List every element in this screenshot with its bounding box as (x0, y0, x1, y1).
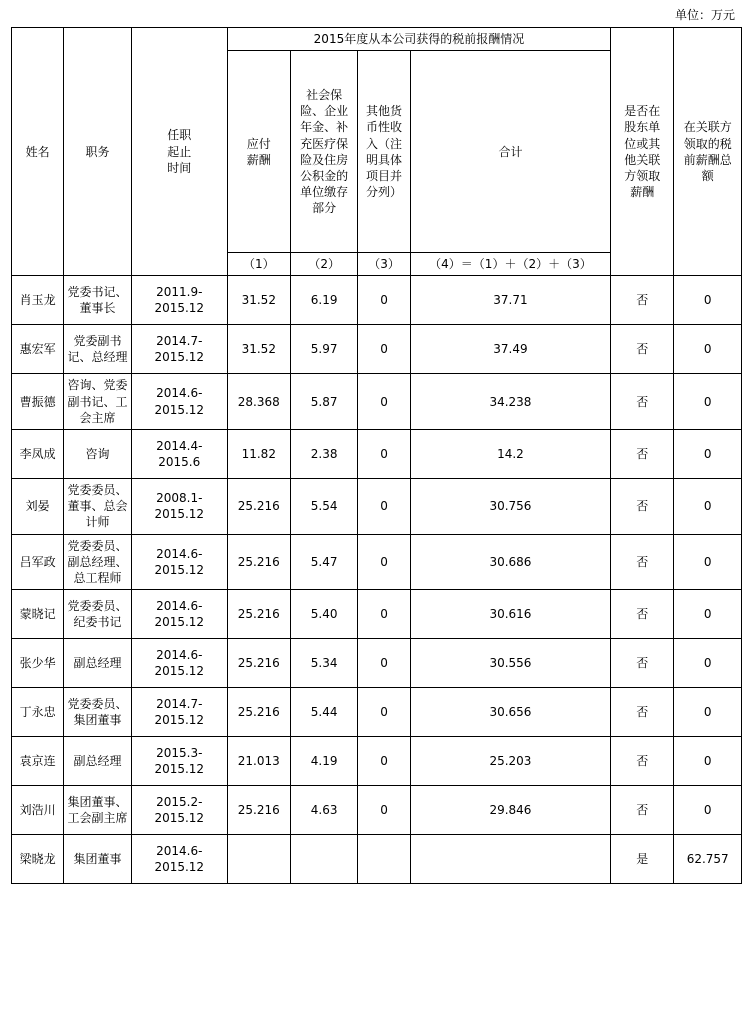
cell-total: 30.556 (410, 639, 611, 688)
cell-shareholder-pay: 否 (611, 478, 674, 534)
cell-name: 肖玉龙 (12, 276, 64, 325)
table-row (12, 276, 742, 325)
table-row (12, 835, 742, 884)
header-col1: 应付 薪酬 (227, 51, 290, 253)
cell-shareholder-pay: 否 (611, 737, 674, 786)
table-row (12, 534, 742, 590)
cell-total: 14.2 (410, 429, 611, 478)
cell-social-insurance: 5.54 (290, 478, 358, 534)
cell-payable-salary: 21.013 (227, 737, 290, 786)
cell-total: 25.203 (410, 737, 611, 786)
cell-post: 集团董事 (64, 835, 132, 884)
compensation-table (11, 27, 742, 884)
cell-shareholder-pay: 是 (611, 835, 674, 884)
cell-payable-salary: 31.52 (227, 276, 290, 325)
cell-term: 2014.6- 2015.12 (131, 534, 227, 590)
header-num-4: （4）＝（1）＋（2）＋（3） (410, 253, 611, 276)
cell-other-income: 0 (358, 737, 410, 786)
cell-social-insurance: 2.38 (290, 429, 358, 478)
cell-name: 梁晓龙 (12, 835, 64, 884)
header-col2: 社会保 险、企业 年金、补 充医疗保 险及住房 公积金的 单位缴存 部分 (290, 51, 358, 253)
cell-payable-salary: 28.368 (227, 374, 290, 430)
cell-name: 吕军政 (12, 534, 64, 590)
unit-note: 单位：万元 (674, 8, 735, 22)
header-shareholder-pay: 是否在 股东单 位或其 他关联 方领取 薪酬 (611, 28, 674, 276)
header-num-3: （3） (358, 253, 410, 276)
cell-post: 集团董事、工会副主席 (64, 786, 132, 835)
cell-post: 党委书记、董事长 (64, 276, 132, 325)
cell-total: 34.238 (410, 374, 611, 430)
cell-name: 曹振德 (12, 374, 64, 430)
cell-post: 副总经理 (64, 737, 132, 786)
cell-total (410, 835, 611, 884)
cell-term: 2015.3- 2015.12 (131, 737, 227, 786)
cell-payable-salary: 25.216 (227, 639, 290, 688)
cell-social-insurance: 5.87 (290, 374, 358, 430)
table-row (12, 639, 742, 688)
cell-total: 30.616 (410, 590, 611, 639)
cell-name: 刘晏 (12, 478, 64, 534)
cell-post: 党委委员、副总经理、总工程师 (64, 534, 132, 590)
cell-related-total: 0 (674, 478, 742, 534)
cell-other-income: 0 (358, 639, 410, 688)
cell-shareholder-pay: 否 (611, 429, 674, 478)
header-num-2: （2） (290, 253, 358, 276)
cell-post: 副总经理 (64, 639, 132, 688)
cell-social-insurance: 4.19 (290, 737, 358, 786)
cell-term: 2014.4- 2015.6 (131, 429, 227, 478)
cell-total: 37.71 (410, 276, 611, 325)
header-term: 任职 起止 时间 (131, 28, 227, 276)
cell-other-income: 0 (358, 429, 410, 478)
cell-shareholder-pay: 否 (611, 374, 674, 430)
cell-shareholder-pay: 否 (611, 786, 674, 835)
cell-post: 党委委员、纪委书记 (64, 590, 132, 639)
cell-other-income: 0 (358, 325, 410, 374)
cell-name: 李凤成 (12, 429, 64, 478)
header-group-2015: 2015年度从本公司获得的税前报酬情况 (227, 28, 611, 51)
cell-total: 30.656 (410, 688, 611, 737)
cell-name: 刘浩川 (12, 786, 64, 835)
table-row (12, 688, 742, 737)
cell-post: 党委副书记、总经理 (64, 325, 132, 374)
cell-payable-salary: 31.52 (227, 325, 290, 374)
cell-other-income (358, 835, 410, 884)
cell-name: 丁永忠 (12, 688, 64, 737)
cell-related-total: 0 (674, 374, 742, 430)
cell-other-income: 0 (358, 276, 410, 325)
cell-social-insurance: 5.47 (290, 534, 358, 590)
cell-post: 咨询、党委副书记、工会主席 (64, 374, 132, 430)
cell-related-total: 0 (674, 786, 742, 835)
cell-name: 张少华 (12, 639, 64, 688)
cell-term: 2014.6- 2015.12 (131, 374, 227, 430)
cell-payable-salary: 25.216 (227, 786, 290, 835)
cell-related-total: 0 (674, 534, 742, 590)
cell-term: 2014.6- 2015.12 (131, 835, 227, 884)
cell-other-income: 0 (358, 688, 410, 737)
table-row (12, 590, 742, 639)
header-num-1: （1） (227, 253, 290, 276)
header-related-total: 在关联方 领取的税 前薪酬总 额 (674, 28, 742, 276)
cell-related-total: 0 (674, 639, 742, 688)
cell-term: 2008.1- 2015.12 (131, 478, 227, 534)
cell-related-total: 0 (674, 429, 742, 478)
cell-term: 2014.6- 2015.12 (131, 639, 227, 688)
cell-related-total: 0 (674, 737, 742, 786)
cell-payable-salary: 25.216 (227, 534, 290, 590)
table-row (12, 374, 742, 430)
cell-related-total: 0 (674, 325, 742, 374)
header-col4: 合计 (410, 51, 611, 253)
cell-other-income: 0 (358, 478, 410, 534)
cell-total: 29.846 (410, 786, 611, 835)
cell-social-insurance: 5.44 (290, 688, 358, 737)
header-post: 职务 (64, 28, 132, 276)
table-row (12, 325, 742, 374)
header-name: 姓名 (12, 28, 64, 276)
cell-total: 30.756 (410, 478, 611, 534)
cell-social-insurance: 4.63 (290, 786, 358, 835)
cell-shareholder-pay: 否 (611, 590, 674, 639)
cell-social-insurance: 5.34 (290, 639, 358, 688)
cell-related-total: 0 (674, 688, 742, 737)
cell-total: 30.686 (410, 534, 611, 590)
cell-payable-salary (227, 835, 290, 884)
cell-total: 37.49 (410, 325, 611, 374)
table-row (12, 737, 742, 786)
cell-shareholder-pay: 否 (611, 276, 674, 325)
cell-payable-salary: 25.216 (227, 590, 290, 639)
cell-term: 2015.2- 2015.12 (131, 786, 227, 835)
cell-post: 党委委员、集团董事 (64, 688, 132, 737)
cell-other-income: 0 (358, 374, 410, 430)
cell-term: 2014.6- 2015.12 (131, 590, 227, 639)
cell-post: 咨询 (64, 429, 132, 478)
cell-related-total: 0 (674, 276, 742, 325)
cell-name: 蒙晓记 (12, 590, 64, 639)
cell-payable-salary: 25.216 (227, 478, 290, 534)
cell-shareholder-pay: 否 (611, 534, 674, 590)
cell-shareholder-pay: 否 (611, 325, 674, 374)
table-row (12, 786, 742, 835)
cell-shareholder-pay: 否 (611, 688, 674, 737)
header-col3: 其他货 币性收 入（注 明具体 项目并 分列） (358, 51, 410, 253)
cell-social-insurance: 5.40 (290, 590, 358, 639)
cell-social-insurance (290, 835, 358, 884)
cell-payable-salary: 11.82 (227, 429, 290, 478)
cell-term: 2014.7- 2015.12 (131, 688, 227, 737)
cell-related-total: 0 (674, 590, 742, 639)
cell-term: 2014.7- 2015.12 (131, 325, 227, 374)
cell-other-income: 0 (358, 786, 410, 835)
table-header-group-row (12, 28, 742, 51)
cell-name: 袁京连 (12, 737, 64, 786)
cell-social-insurance: 5.97 (290, 325, 358, 374)
cell-social-insurance: 6.19 (290, 276, 358, 325)
cell-term: 2011.9- 2015.12 (131, 276, 227, 325)
table-row (12, 429, 742, 478)
cell-related-total: 62.757 (674, 835, 742, 884)
cell-other-income: 0 (358, 590, 410, 639)
cell-payable-salary: 25.216 (227, 688, 290, 737)
table-row (12, 478, 742, 534)
cell-name: 惠宏军 (12, 325, 64, 374)
cell-shareholder-pay: 否 (611, 639, 674, 688)
cell-post: 党委委员、董事、总会计师 (64, 478, 132, 534)
cell-other-income: 0 (358, 534, 410, 590)
